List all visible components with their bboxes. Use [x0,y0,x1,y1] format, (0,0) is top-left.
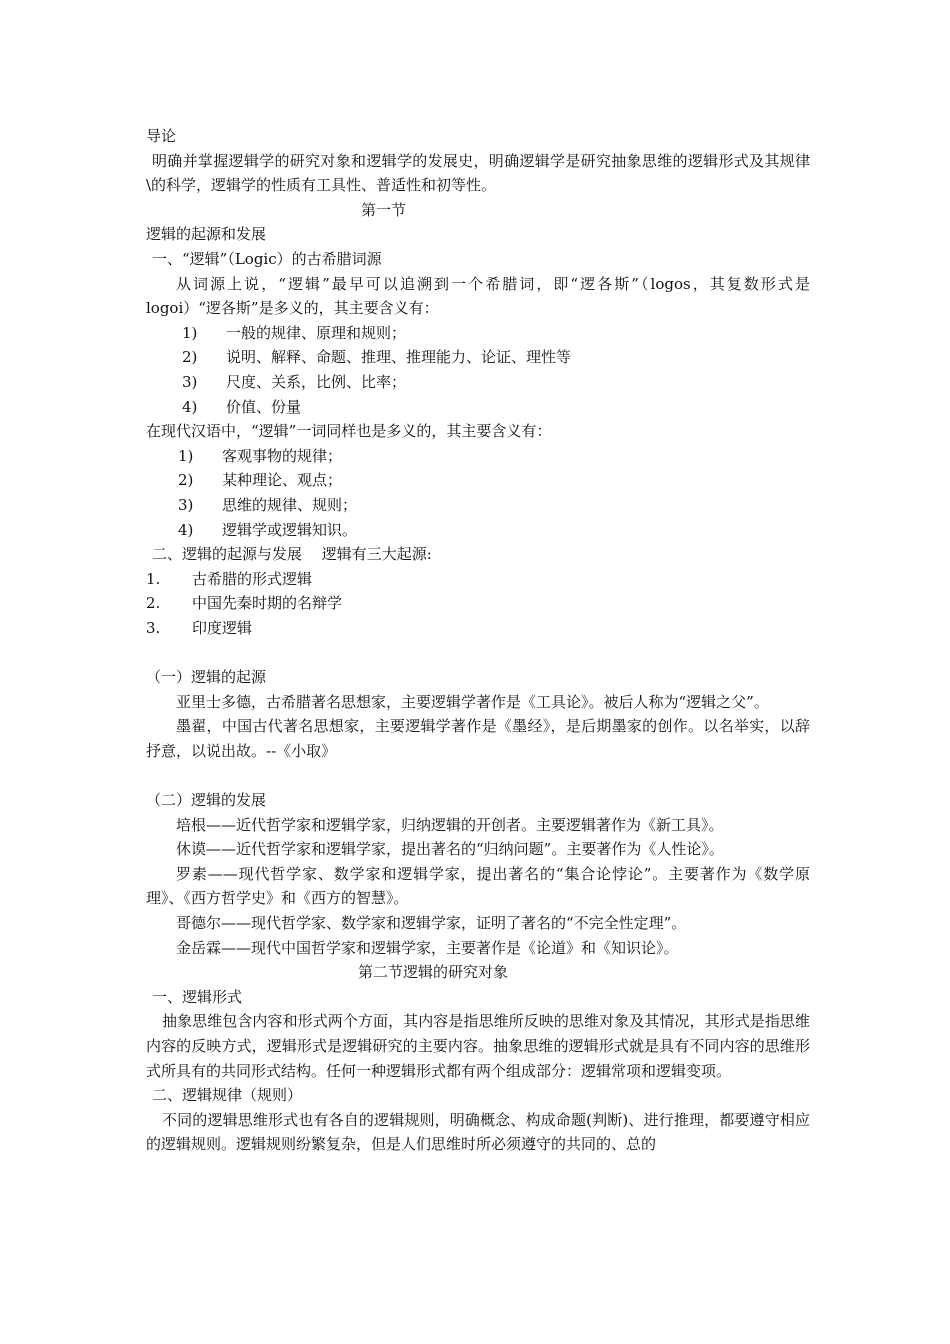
list-item [146,493,810,518]
section1-heading: 第一节 [361,200,407,219]
spacer [146,640,810,665]
form-heading: 一、逻辑形式 [152,987,243,1006]
spacer [146,763,810,788]
list-item-number: 4) [178,520,194,539]
list-item-text: 思维的规律、规则； [222,495,358,514]
list-item-number: 2. [146,594,161,613]
sub2-list [146,813,810,961]
origins-list [146,567,810,641]
list-item [146,395,810,420]
logos-meanings-list [146,321,810,419]
intro-paragraph: 明确并掌握逻辑学的研究对象和逻辑学的发展史，明确逻辑学是研究抽象思维的逻辑形式及其规律\的科学，逻辑学的性质有工具性、普适性和初等性。 [146,151,810,195]
list-item: 金岳霖——现代中国哲学家和逻辑学家，主要著作是《论道》和《知识论》。 [176,938,679,957]
list-item-text: 中国先秦时期的名辩学 [192,594,343,613]
part2-heading: 二、逻辑的起源与发展 逻辑有三大起源: [152,545,432,564]
list-item [146,567,810,592]
list-item-number: 3. [146,618,161,637]
list-item-number: 3) [178,495,194,514]
list-item: 休谟——近代哲学家和逻辑学家，提出著名的“归纳问题”。主要著作为《人性论》。 [176,840,724,859]
list-item-number: 1) [182,323,198,342]
document-page [146,124,810,1157]
list-item [146,518,810,543]
list-item: 罗素——现代哲学家、数学家和逻辑学家，提出著名的“集合论悖论”。主要著作为《数学原理》、《西方哲学史》和《西方的智慧》。 [146,864,810,908]
list-item [146,616,810,641]
section1-subtitle: 逻辑的起源和发展 [146,225,267,244]
list-item-text: 逻辑学或逻辑知识。 [222,520,358,539]
list-item-text: 价值、份量 [226,397,302,416]
list-item-number: 2) [182,348,198,367]
list-item-number: 2) [178,471,194,490]
sub1-paragraph-aristotle: 亚里士多德，古希腊著名思想家，主要逻辑学著作是《工具论》。被后人称为“逻辑之父”。 [176,692,769,711]
modern-meanings-list [146,444,810,542]
list-item-text: 某种理论、观点； [222,471,343,490]
modern-intro: 在现代汉语中，“逻辑”一词同样也是多义的，其主要含义有： [146,422,552,441]
list-item-text: 古希腊的形式逻辑 [192,569,313,588]
list-item [146,345,810,370]
list-item [146,321,810,346]
form-paragraph: 抽象思维包含内容和形式两个方面，其内容是指思维所反映的思维对象及其情况，其形式是指思维内容的反映方式，逻辑形式是逻辑研究的主要内容。抽象思维的逻辑形式就是具有不同内容的思维形式所具有的共同形式结构。任何一种逻辑形式都有两个组成部分：逻辑常项和逻辑变项。 [146,1012,810,1080]
section2-heading: 第二节逻辑的研究对象 [358,963,509,982]
list-item-text: 印度逻辑 [192,618,253,637]
sub1-paragraph-mozi: 墨翟，中国古代著名思想家，主要逻辑学著作是《墨经》，是后期墨家的创作。以名举实，以辞抒意，以说出故。--《小取》 [146,717,810,760]
list-item: 哥德尔——现代哲学家、数学家和逻辑学家，证明了著名的“不完全性定理”。 [176,914,687,932]
list-item-number: 1) [178,446,194,465]
list-item [146,591,810,616]
list-item [146,370,810,395]
rule-heading: 二、逻辑规律（规则） [152,1086,303,1105]
list-item: 培根——近代哲学家和逻辑学家，归纳逻辑的开创者。主要逻辑著作为《新工具》。 [176,815,724,834]
list-item [146,444,810,469]
sub2-heading: （二）逻辑的发展 [146,791,267,810]
list-item-number: 4) [182,397,198,416]
list-item-number: 1. [146,569,161,588]
part1-paragraph: 从词源上说，“逻辑”最早可以追溯到一个希腊词，即“逻各斯”（logos，其复数形式是 logoi）“逻各斯”是多义的，其主要含义有： [146,274,810,318]
part1-heading: 一、“逻辑”（Logic）的古希腊词源 [152,249,382,268]
sub1-heading: （一）逻辑的起源 [146,668,267,687]
list-item-text: 说明、解释、命题、推理、推理能力、论证、理性等 [226,348,572,367]
list-item [146,468,810,493]
doc-title: 导论 [146,127,177,145]
list-item-text: 一般的规律、原理和规则； [226,323,407,342]
list-item-number: 3) [182,372,198,391]
rule-paragraph: 不同的逻辑思维形式也有各自的逻辑规则，明确概念、构成命题(判断)、进行推理，都要遵守相应的逻辑规则。逻辑规则纷繁复杂，但是人们思维时所必须遵守的共同的、总的 [146,1110,810,1154]
list-item-text: 客观事物的规律； [222,446,343,465]
list-item-text: 尺度、关系，比例、比率； [226,372,407,391]
